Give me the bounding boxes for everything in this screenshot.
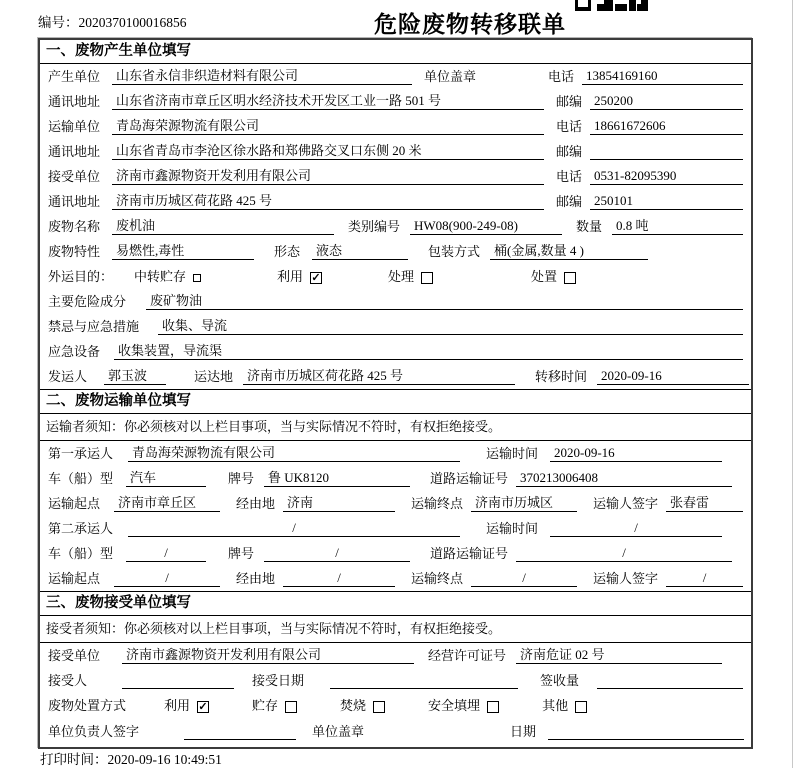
zip-label: 邮编 <box>556 94 583 109</box>
checkbox-option-label: 处理 <box>388 269 415 284</box>
row-first-carrier <box>40 441 751 466</box>
checkbox-unchecked-icon <box>421 272 433 284</box>
destination-value: 济南市历城区荷花路 425 号 <box>243 368 515 385</box>
shipper-label: 发运人 <box>48 369 88 384</box>
row-hazard-components <box>40 289 751 314</box>
transporter-address-value: 山东省青岛市李沧区徐水路和郑佛路交叉口东侧 20 米 <box>112 143 544 160</box>
phone-label: 电话 <box>556 119 583 134</box>
address-label: 通讯地址 <box>48 144 101 159</box>
row-vehicle2 <box>40 541 751 566</box>
date-value <box>548 724 744 740</box>
carrier1-label: 第一承运人 <box>48 446 114 461</box>
purpose-label: 外运目的： <box>48 269 114 284</box>
date-label: 日期 <box>510 724 537 739</box>
checkbox-unchecked-icon <box>285 701 297 713</box>
producer-value: 山东省永信非织造材料有限公司 <box>112 68 412 85</box>
form-label: 形态 <box>274 244 301 259</box>
checkbox-checked-icon: ✓ <box>198 701 208 713</box>
signed-amount-label: 签收量 <box>540 673 580 688</box>
plate2-value: / <box>264 545 410 562</box>
manifest-form <box>38 38 753 749</box>
checkbox-option-label: 中转贮存 <box>134 269 187 284</box>
origin-label: 运输起点 <box>48 496 101 511</box>
checkbox-unchecked-icon <box>193 274 201 282</box>
quantity-value: 0.8 吨 <box>612 218 743 235</box>
road-license-label: 道路运输证号 <box>430 546 509 561</box>
disposal-label: 废物处置方式 <box>48 698 127 713</box>
plate-label: 牌号 <box>228 471 255 486</box>
row-producer-address <box>40 89 751 114</box>
document-number <box>38 11 187 31</box>
address-label: 通讯地址 <box>48 94 101 109</box>
qr-code-fragment <box>575 0 653 14</box>
transporter-phone-value: 18661672606 <box>590 118 743 135</box>
destination-label: 运达地 <box>194 369 234 384</box>
receiver-value: 济南市鑫源物资开发利用有限公司 <box>112 168 544 185</box>
row-disposal-method <box>40 693 751 718</box>
checkbox-option-label: 利用 <box>277 269 304 284</box>
row-second-carrier <box>40 516 751 541</box>
carrier2-label: 第二承运人 <box>48 521 114 536</box>
zip-label: 邮编 <box>556 194 583 209</box>
plate1-value: 鲁 UK8120 <box>264 470 410 487</box>
page-edge-line <box>792 0 793 768</box>
origin2-value: / <box>114 570 220 587</box>
document-number-value: 2020370100016856 <box>78 15 187 30</box>
checkbox-unchecked-icon <box>564 272 576 284</box>
checkbox-option-label: 安全填埋 <box>428 698 481 713</box>
transporter-notice: 运输者须知：你必须核对以上栏目事项，当与实际情况不符时，有权拒绝接受。 <box>40 414 751 441</box>
checkbox-option-2 <box>277 269 322 285</box>
manager-sign-label: 单位负责人签字 <box>48 724 140 739</box>
end2-value: / <box>471 570 577 587</box>
via2-value: / <box>283 570 395 587</box>
equipment-label: 应急设备 <box>48 344 101 359</box>
end1-value: 济南市历城区 <box>471 495 577 512</box>
section-receiver <box>40 591 751 747</box>
waste-name-label: 废物名称 <box>48 219 101 234</box>
category-value: HW08(900-249-08) <box>410 218 562 235</box>
vehicle-type-label: 车（船）型 <box>48 546 114 561</box>
row-shipper <box>40 364 751 389</box>
section-producer <box>40 40 751 389</box>
checkbox-checked-icon: ✓ <box>311 272 321 284</box>
plate-label: 牌号 <box>228 546 255 561</box>
producer-phone-value: 13854169160 <box>582 68 743 85</box>
transfer-date-label: 转移时间 <box>535 369 588 384</box>
row-transfer-purpose <box>40 264 751 289</box>
permit-label: 经营许可证号 <box>428 648 507 663</box>
end-label: 运输终点 <box>411 571 464 586</box>
checkbox-unchecked-icon <box>575 701 587 713</box>
transporter-label: 运输单位 <box>48 119 101 134</box>
permit-value: 济南危证 02 号 <box>516 647 722 664</box>
via-label: 经由地 <box>236 496 276 511</box>
row-manager-signature <box>40 718 751 747</box>
vehicle2-value: / <box>126 545 206 562</box>
checkbox-unchecked-icon <box>487 701 499 713</box>
checkbox-option-4 <box>531 269 576 285</box>
document-number-label: 编号： <box>38 15 79 30</box>
receiver-label: 接受单位 <box>48 169 101 184</box>
checkbox-option-4 <box>428 698 499 714</box>
checkbox-option-1 <box>164 698 209 714</box>
packaging-value: 桶(金属,数量 4 ) <box>490 243 648 260</box>
unit-seal-label: 单位盖章 <box>424 69 477 84</box>
print-time-value: 2020-09-16 10:49:51 <box>107 752 222 767</box>
page-title: 危险废物转移联单 <box>374 12 566 37</box>
end-label: 运输终点 <box>411 496 464 511</box>
producer-zip-value: 250200 <box>590 93 743 110</box>
row-waste-name <box>40 214 751 239</box>
transport-time-label: 运输时间 <box>486 446 539 461</box>
row-transporter-unit <box>40 114 751 139</box>
via1-value: 济南 <box>283 495 395 512</box>
receiver-notice: 接受者须知：你必须核对以上栏目事项，当与实际情况不符时，有权拒绝接受。 <box>40 616 751 643</box>
checkbox-option-1 <box>134 269 201 285</box>
transport-time-label: 运输时间 <box>486 521 539 536</box>
carrier1-value: 青岛海荣源物流有限公司 <box>128 445 460 462</box>
row-recipient <box>40 668 751 693</box>
row-route1 <box>40 491 751 516</box>
print-time-label: 打印时间： <box>40 752 108 767</box>
recipient-value <box>122 673 234 689</box>
transport-time1-value: 2020-09-16 <box>550 445 722 462</box>
recipient-label: 接受人 <box>48 673 88 688</box>
row-receiver-unit <box>40 164 751 189</box>
taboo-value: 收集、导流 <box>158 318 743 335</box>
carrier-sign-label: 运输人签字 <box>593 571 659 586</box>
receiving-unit-label: 接受单位 <box>48 648 101 663</box>
vehicle-type-label: 车（船）型 <box>48 471 114 486</box>
quantity-label: 数量 <box>576 219 603 234</box>
characteristics-label: 废物特性 <box>48 244 101 259</box>
carrier2-value: / <box>128 520 460 537</box>
row-transporter-address <box>40 139 751 164</box>
checkbox-option-label: 贮存 <box>252 698 279 713</box>
receiver-zip-value: 250101 <box>590 193 743 210</box>
checkbox-option-3 <box>340 698 385 714</box>
transfer-date-value: 2020-09-16 <box>597 368 749 385</box>
row-receiver-address <box>40 189 751 214</box>
packaging-label: 包装方式 <box>428 244 481 259</box>
hazard-label: 主要危险成分 <box>48 294 127 309</box>
print-time <box>40 748 222 768</box>
receiver-phone-value: 0531-82095390 <box>590 168 743 185</box>
origin1-value: 济南市章丘区 <box>114 495 220 512</box>
accept-date-value <box>330 673 518 689</box>
document-header <box>38 6 758 36</box>
road-license-label: 道路运输证号 <box>430 471 509 486</box>
transporter-value: 青岛海荣源物流有限公司 <box>112 118 544 135</box>
waste-name-value: 废机油 <box>112 218 334 235</box>
via-label: 经由地 <box>236 571 276 586</box>
receiving-unit-value: 济南市鑫源物资开发利用有限公司 <box>122 647 414 664</box>
row-waste-characteristics <box>40 239 751 264</box>
vehicle1-value: 汽车 <box>126 470 206 487</box>
license1-value: 370213006408 <box>516 470 732 487</box>
category-label: 类别编号 <box>348 219 401 234</box>
section3-title: 三、废物接受单位填写 <box>40 591 751 616</box>
row-route2 <box>40 566 751 591</box>
hazard-value: 废矿物油 <box>146 293 743 310</box>
sign2-value: / <box>666 570 743 587</box>
receiver-address-value: 济南市历城区荷花路 425 号 <box>112 193 544 210</box>
row-vehicle1 <box>40 466 751 491</box>
transporter-zip-value <box>590 144 743 160</box>
license2-value: / <box>516 545 732 562</box>
checkbox-option-label: 其他 <box>542 698 569 713</box>
checkbox-option-2 <box>252 698 297 714</box>
taboo-label: 禁忌与应急措施 <box>48 319 140 334</box>
shipper-value: 郭玉波 <box>104 368 166 385</box>
phone-label: 电话 <box>556 169 583 184</box>
purpose-checkbox-group <box>122 269 743 285</box>
checkbox-option-label: 焚烧 <box>340 698 367 713</box>
signed-amount-value <box>597 673 743 689</box>
transport-time2-value: / <box>550 520 722 537</box>
disposal-checkbox-group <box>136 698 743 714</box>
section-transporter <box>40 389 751 591</box>
row-emergency-equipment <box>40 339 751 364</box>
section1-title: 一、废物产生单位填写 <box>40 40 751 64</box>
zip-label: 邮编 <box>556 144 583 159</box>
characteristics-value: 易燃性,毒性 <box>112 243 254 260</box>
checkbox-option-5 <box>542 698 587 714</box>
sign1-value: 张春雷 <box>666 495 743 512</box>
section2-title: 二、废物运输单位填写 <box>40 389 751 414</box>
row-producer-unit <box>40 64 751 89</box>
address-label: 通讯地址 <box>48 194 101 209</box>
unit-seal-label: 单位盖章 <box>312 724 365 739</box>
carrier-sign-label: 运输人签字 <box>593 496 659 511</box>
producer-address-value: 山东省济南市章丘区明水经济技术开发区工业一路 501 号 <box>112 93 544 110</box>
form-value: 液态 <box>312 243 408 260</box>
checkbox-unchecked-icon <box>373 701 385 713</box>
checkbox-option-label: 利用 <box>164 698 191 713</box>
manager-sign-value <box>184 724 296 740</box>
row-receiving-unit <box>40 643 751 668</box>
equipment-value: 收集装置，导流渠 <box>114 343 743 360</box>
origin-label: 运输起点 <box>48 571 101 586</box>
checkbox-option-3 <box>388 269 433 285</box>
row-taboo-measures <box>40 314 751 339</box>
phone-label: 电话 <box>548 69 575 84</box>
accept-date-label: 接受日期 <box>252 673 305 688</box>
checkbox-option-label: 处置 <box>531 269 558 284</box>
producer-label: 产生单位 <box>48 69 101 84</box>
